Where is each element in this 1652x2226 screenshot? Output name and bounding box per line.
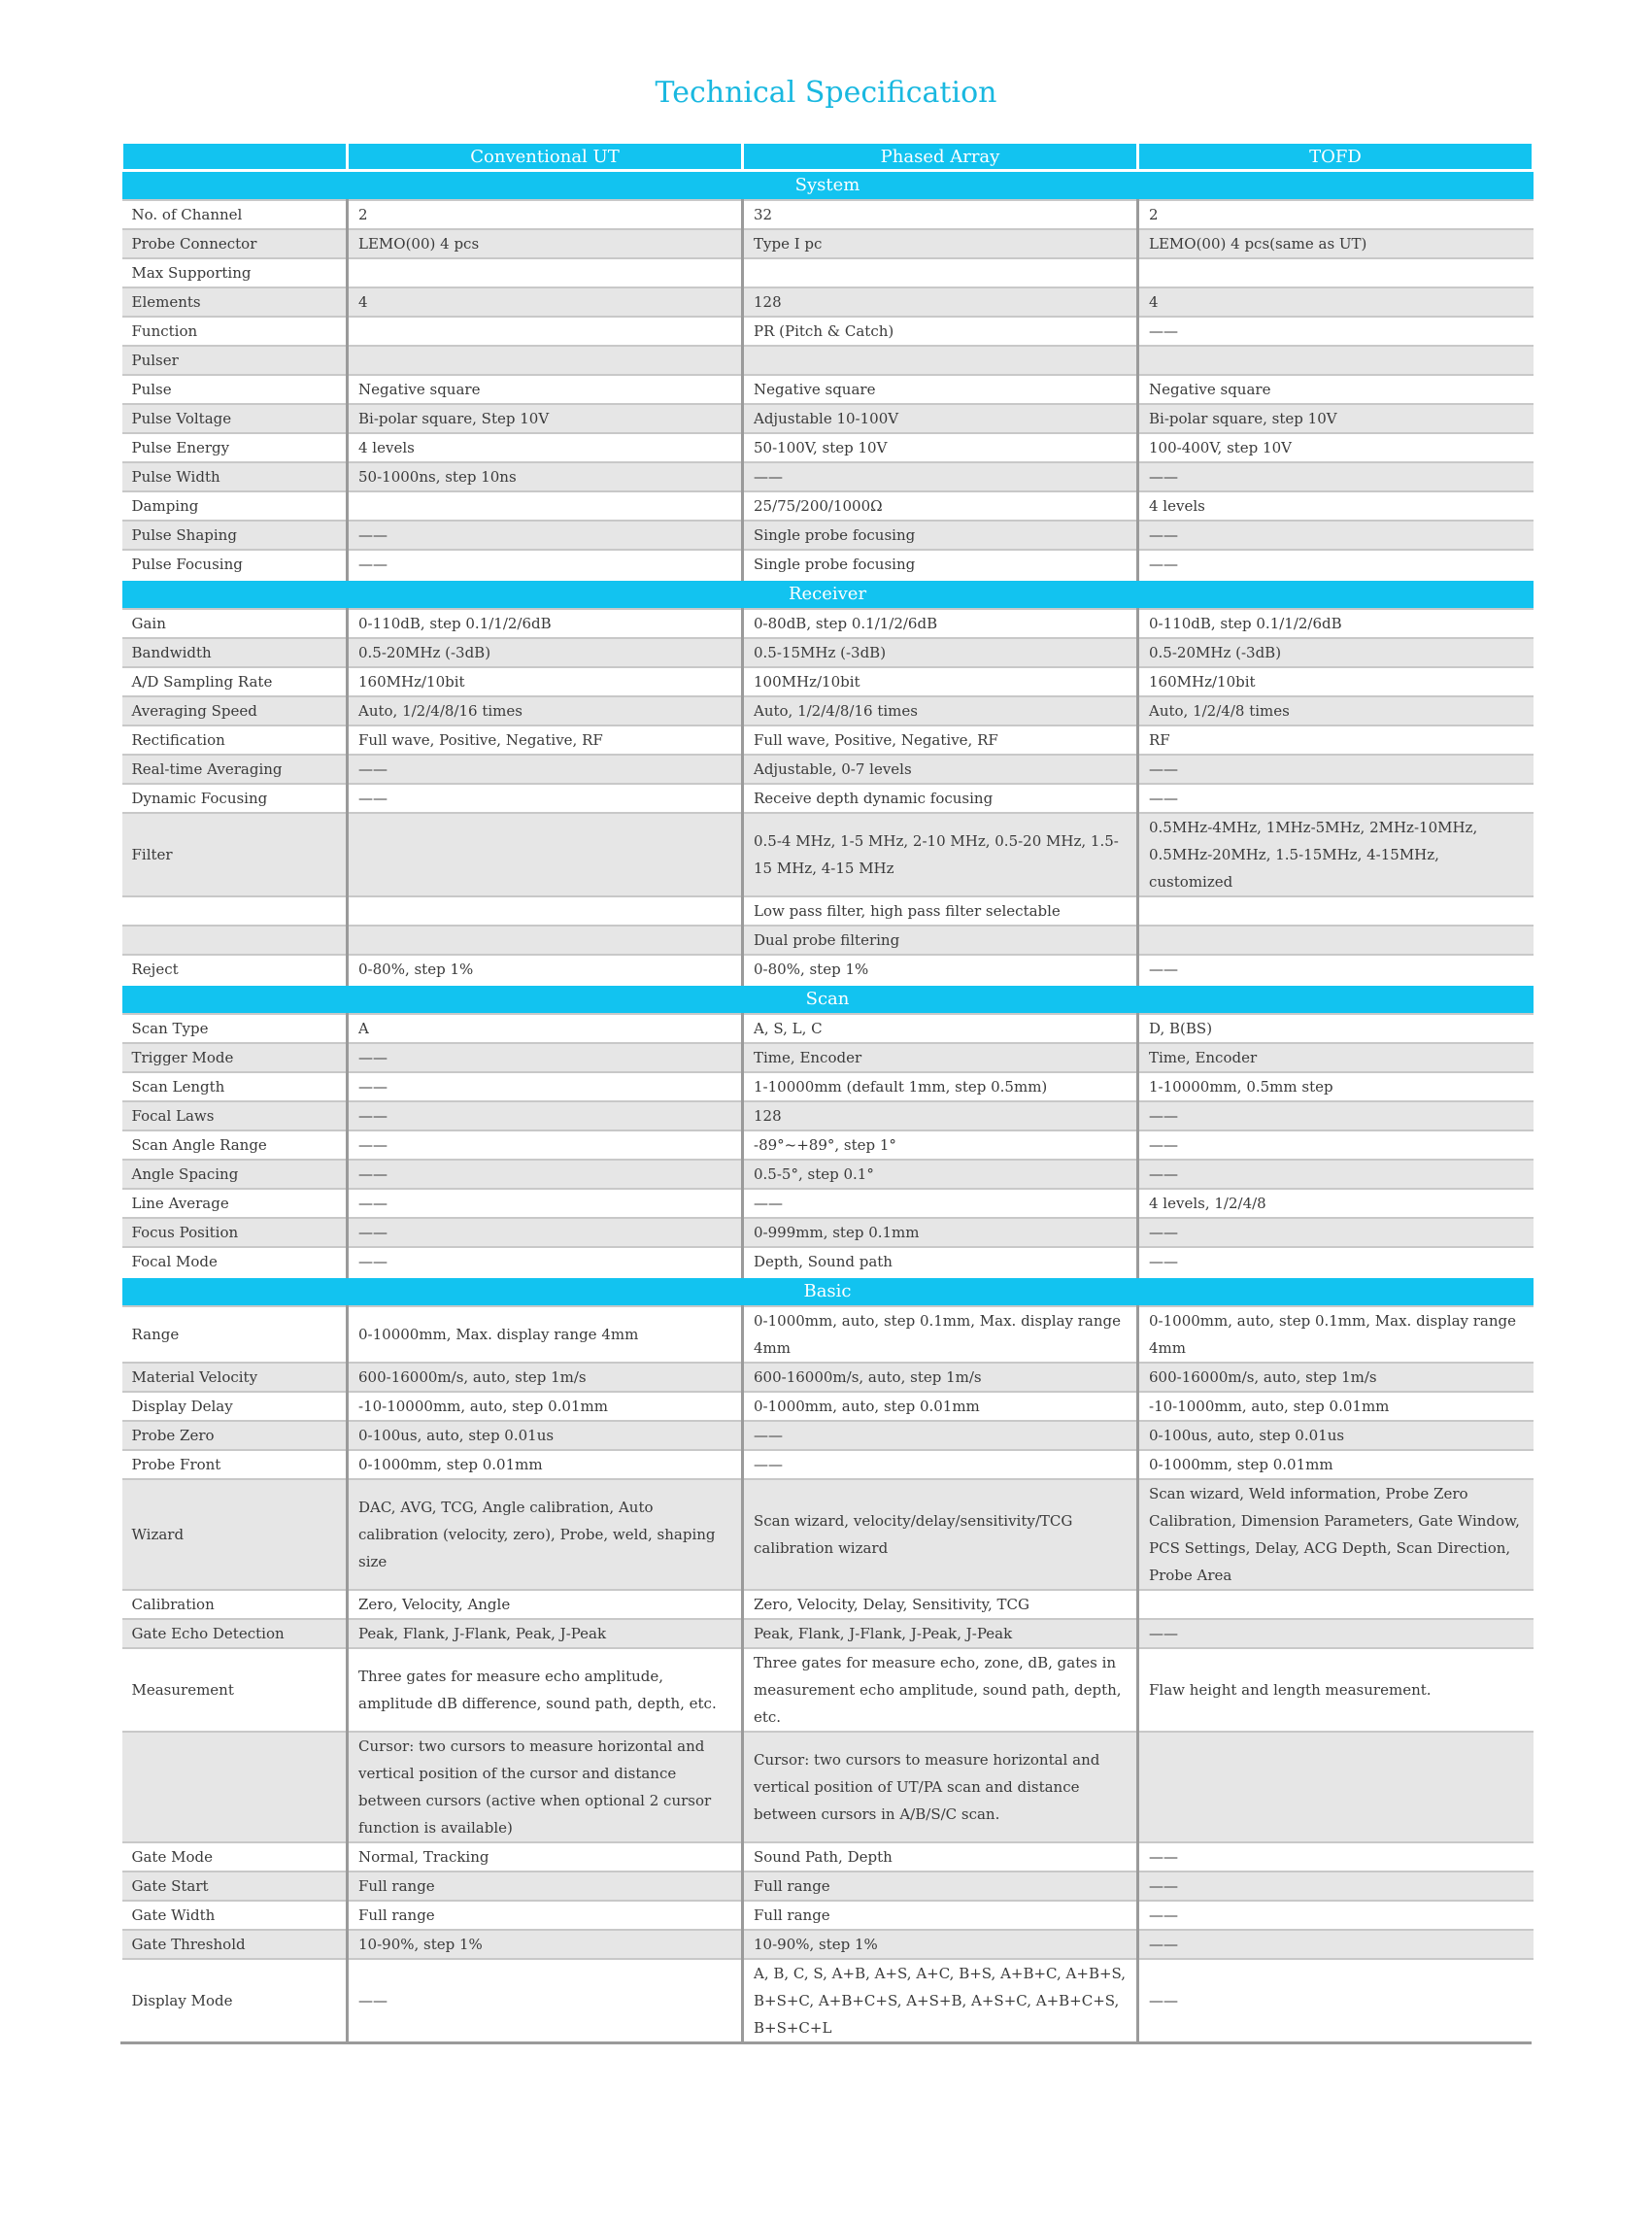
table-row: [122, 1648, 1534, 1732]
conventional-ut-value: 0-1000mm, step 0.01mm: [348, 1450, 743, 1479]
tofd-value: ——: [1138, 1218, 1534, 1247]
table-row: [122, 813, 1534, 896]
phased-array-value: 0.5-15MHz (-3dB): [743, 638, 1138, 667]
table-row: [122, 1392, 1534, 1421]
row-label: Averaging Speed: [122, 696, 348, 725]
phased-array-value: Sound Path, Depth: [743, 1842, 1138, 1872]
tofd-value: [1138, 346, 1534, 375]
conventional-ut-value: 600-16000m/s, auto, step 1m/s: [348, 1363, 743, 1392]
phased-array-value: 600-16000m/s, auto, step 1m/s: [743, 1363, 1138, 1392]
conventional-ut-value: Full wave, Positive, Negative, RF: [348, 725, 743, 755]
section-header-row: [122, 171, 1534, 201]
table-row: [122, 1072, 1534, 1101]
phased-array-value: 128: [743, 1101, 1138, 1130]
conventional-ut-value: [348, 346, 743, 375]
table-row: [122, 638, 1534, 667]
phased-array-value: 128: [743, 287, 1138, 317]
row-label: [122, 1732, 348, 1842]
row-label: Probe Zero: [122, 1421, 348, 1450]
table-row: [122, 521, 1534, 550]
conventional-ut-value: 50-1000ns, step 10ns: [348, 462, 743, 491]
row-label: Probe Connector: [122, 229, 348, 258]
row-label: Display Mode: [122, 1959, 348, 2041]
tofd-value: ——: [1138, 1247, 1534, 1277]
conventional-ut-value: 0-10000mm, Max. display range 4mm: [348, 1306, 743, 1363]
header-conventional-ut: Conventional UT: [348, 144, 743, 171]
tofd-value: ——: [1138, 1101, 1534, 1130]
row-label: Gain: [122, 609, 348, 638]
conventional-ut-value: ——: [348, 1959, 743, 2041]
phased-array-value: Auto, 1/2/4/8/16 times: [743, 696, 1138, 725]
row-label: A/D Sampling Rate: [122, 667, 348, 696]
phased-array-value: Dual probe filtering: [743, 926, 1138, 955]
spec-table: [120, 144, 1532, 2044]
tofd-value: [1138, 896, 1534, 926]
conventional-ut-value: Zero, Velocity, Angle: [348, 1590, 743, 1619]
table-row: [122, 755, 1534, 784]
table-row: [122, 1901, 1534, 1930]
table-row: [122, 725, 1534, 755]
phased-array-value: Low pass filter, high pass filter selectable: [743, 896, 1138, 926]
phased-array-value: Full range: [743, 1872, 1138, 1901]
conventional-ut-value: DAC, AVG, TCG, Angle calibration, Auto calibration (velocity, zero), Probe, weld, shaping size: [348, 1479, 743, 1590]
conventional-ut-value: ——: [348, 784, 743, 813]
phased-array-value: -89°~+89°, step 1°: [743, 1130, 1138, 1160]
row-label: Gate Threshold: [122, 1930, 348, 1959]
phased-array-value: 0-1000mm, auto, step 0.01mm: [743, 1392, 1138, 1421]
conventional-ut-value: Normal, Tracking: [348, 1842, 743, 1872]
table-row: [122, 1842, 1534, 1872]
tofd-value: Time, Encoder: [1138, 1043, 1534, 1072]
tofd-value: 4 levels, 1/2/4/8: [1138, 1189, 1534, 1218]
table-row: [122, 462, 1534, 491]
row-label: Pulse Energy: [122, 433, 348, 462]
conventional-ut-value: ——: [348, 1218, 743, 1247]
tofd-value: [1138, 1590, 1534, 1619]
table-row: [122, 1930, 1534, 1959]
row-label: Filter: [122, 813, 348, 896]
row-label: Focal Laws: [122, 1101, 348, 1130]
section-title: Basic: [122, 1277, 1534, 1307]
conventional-ut-value: 0-110dB, step 0.1/1/2/6dB: [348, 609, 743, 638]
conventional-ut-value: Negative square: [348, 375, 743, 404]
tofd-value: LEMO(00) 4 pcs(same as UT): [1138, 229, 1534, 258]
tofd-value: 2: [1138, 200, 1534, 229]
phased-array-value: PR (Pitch & Catch): [743, 317, 1138, 346]
table-row: [122, 926, 1534, 955]
row-label: Scan Type: [122, 1014, 348, 1043]
row-label: Gate Start: [122, 1872, 348, 1901]
row-label: Pulse Shaping: [122, 521, 348, 550]
table-row: [122, 784, 1534, 813]
table-row: [122, 1189, 1534, 1218]
row-label: Measurement: [122, 1648, 348, 1732]
tofd-value: ——: [1138, 784, 1534, 813]
phased-array-value: ——: [743, 462, 1138, 491]
conventional-ut-value: ——: [348, 1130, 743, 1160]
phased-array-value: Full range: [743, 1901, 1138, 1930]
table-row: [122, 896, 1534, 926]
row-label: Bandwidth: [122, 638, 348, 667]
phased-array-value: 100MHz/10bit: [743, 667, 1138, 696]
row-label: Wizard: [122, 1479, 348, 1590]
row-label: Elements: [122, 287, 348, 317]
table-row: [122, 1101, 1534, 1130]
row-label: Focus Position: [122, 1218, 348, 1247]
conventional-ut-value: [348, 317, 743, 346]
row-label: Line Average: [122, 1189, 348, 1218]
phased-array-value: A, B, C, S, A+B, A+S, A+C, B+S, A+B+C, A+B+S, B+S+C, A+B+C+S, A+S+B, A+S+C, A+B+C+S, B+S+C+L: [743, 1959, 1138, 2041]
tofd-value: ——: [1138, 1930, 1534, 1959]
header-phased-array: Phased Array: [743, 144, 1138, 171]
phased-array-value: 0-1000mm, auto, step 0.1mm, Max. display range 4mm: [743, 1306, 1138, 1363]
phased-array-value: ——: [743, 1421, 1138, 1450]
tofd-value: Negative square: [1138, 375, 1534, 404]
page-title: Technical Specification: [655, 76, 997, 110]
table-row: [122, 1014, 1534, 1043]
table-row: [122, 258, 1534, 287]
row-label: Angle Spacing: [122, 1160, 348, 1189]
phased-array-value: Negative square: [743, 375, 1138, 404]
phased-array-value: Adjustable, 0-7 levels: [743, 755, 1138, 784]
phased-array-value: Type I pc: [743, 229, 1138, 258]
phased-array-value: Zero, Velocity, Delay, Sensitivity, TCG: [743, 1590, 1138, 1619]
tofd-value: ——: [1138, 1130, 1534, 1160]
table-row: [122, 1732, 1534, 1842]
table-body: [122, 171, 1534, 2042]
conventional-ut-value: ——: [348, 1189, 743, 1218]
table-row: [122, 1450, 1534, 1479]
conventional-ut-value: 0-100us, auto, step 0.01us: [348, 1421, 743, 1450]
row-label: Trigger Mode: [122, 1043, 348, 1072]
phased-array-value: 0-80%, step 1%: [743, 955, 1138, 985]
tofd-value: ——: [1138, 955, 1534, 985]
conventional-ut-value: 4: [348, 287, 743, 317]
conventional-ut-value: Auto, 1/2/4/8/16 times: [348, 696, 743, 725]
table-row: [122, 1043, 1534, 1072]
table-row: [122, 200, 1534, 229]
table-row: [122, 404, 1534, 433]
table-row: [122, 1218, 1534, 1247]
row-label: Dynamic Focusing: [122, 784, 348, 813]
tofd-value: 4 levels: [1138, 491, 1534, 521]
tofd-value: Bi-polar square, step 10V: [1138, 404, 1534, 433]
row-label: Probe Front: [122, 1450, 348, 1479]
phased-array-value: Single probe focusing: [743, 550, 1138, 580]
tofd-value: Scan wizard, Weld information, Probe Zero Calibration, Dimension Parameters, Gate Window, PCS Settings, Delay, ACG Depth, Scan Direction, Probe Area: [1138, 1479, 1534, 1590]
table-row: [122, 1247, 1534, 1277]
conventional-ut-value: 4 levels: [348, 433, 743, 462]
table-row: [122, 667, 1534, 696]
table-row: [122, 375, 1534, 404]
conventional-ut-value: 160MHz/10bit: [348, 667, 743, 696]
conventional-ut-value: LEMO(00) 4 pcs: [348, 229, 743, 258]
row-label: Calibration: [122, 1590, 348, 1619]
phased-array-value: 1-10000mm (default 1mm, step 0.5mm): [743, 1072, 1138, 1101]
phased-array-value: Receive depth dynamic focusing: [743, 784, 1138, 813]
phased-array-value: Full wave, Positive, Negative, RF: [743, 725, 1138, 755]
tofd-value: 0-110dB, step 0.1/1/2/6dB: [1138, 609, 1534, 638]
conventional-ut-value: -10-10000mm, auto, step 0.01mm: [348, 1392, 743, 1421]
phased-array-value: Cursor: two cursors to measure horizontal and vertical position of UT/PA scan and distance between cursors in A/B/S/C scan.: [743, 1732, 1138, 1842]
phased-array-value: 0.5-5°, step 0.1°: [743, 1160, 1138, 1189]
tofd-value: [1138, 926, 1534, 955]
table-row: [122, 229, 1534, 258]
section-header-row: [122, 1277, 1534, 1307]
table-row: [122, 1619, 1534, 1648]
table-row: [122, 346, 1534, 375]
row-label: Function: [122, 317, 348, 346]
tofd-value: 0.5-20MHz (-3dB): [1138, 638, 1534, 667]
conventional-ut-value: A: [348, 1014, 743, 1043]
phased-array-value: A, S, L, C: [743, 1014, 1138, 1043]
row-label: Scan Length: [122, 1072, 348, 1101]
conventional-ut-value: [348, 258, 743, 287]
phased-array-value: [743, 258, 1138, 287]
phased-array-value: Three gates for measure echo, zone, dB, gates in measurement echo amplitude, sound path, depth, etc.: [743, 1648, 1138, 1732]
tofd-value: ——: [1138, 755, 1534, 784]
table-row: [122, 1363, 1534, 1392]
tofd-value: 160MHz/10bit: [1138, 667, 1534, 696]
row-label: Gate Mode: [122, 1842, 348, 1872]
conventional-ut-value: Full range: [348, 1872, 743, 1901]
section-title: Receiver: [122, 580, 1534, 610]
row-label: Pulser: [122, 346, 348, 375]
phased-array-value: Adjustable 10-100V: [743, 404, 1138, 433]
tofd-value: 0-100us, auto, step 0.01us: [1138, 1421, 1534, 1450]
header-tofd: TOFD: [1138, 144, 1534, 171]
phased-array-value: 0.5-4 MHz, 1-5 MHz, 2-10 MHz, 0.5-20 MHz, 1.5-15 MHz, 4-15 MHz: [743, 813, 1138, 896]
row-label: Range: [122, 1306, 348, 1363]
conventional-ut-value: [348, 491, 743, 521]
row-label: Gate Width: [122, 1901, 348, 1930]
conventional-ut-value: Full range: [348, 1901, 743, 1930]
row-label: Gate Echo Detection: [122, 1619, 348, 1648]
tofd-value: ——: [1138, 1872, 1534, 1901]
phased-array-value: Single probe focusing: [743, 521, 1138, 550]
row-label: Display Delay: [122, 1392, 348, 1421]
tofd-value: 0-1000mm, auto, step 0.1mm, Max. display range 4mm: [1138, 1306, 1534, 1363]
row-label: No. of Channel: [122, 200, 348, 229]
conventional-ut-value: ——: [348, 1247, 743, 1277]
tofd-value: [1138, 258, 1534, 287]
section-title: System: [122, 171, 1534, 201]
tofd-value: 0.5MHz-4MHz, 1MHz-5MHz, 2MHz-10MHz, 0.5MHz-20MHz, 1.5-15MHz, 4-15MHz, customized: [1138, 813, 1534, 896]
phased-array-value: 50-100V, step 10V: [743, 433, 1138, 462]
conventional-ut-value: ——: [348, 550, 743, 580]
table-row: [122, 1306, 1534, 1363]
conventional-ut-value: ——: [348, 755, 743, 784]
tofd-value: ——: [1138, 1160, 1534, 1189]
table-row: [122, 955, 1534, 985]
conventional-ut-value: ——: [348, 1072, 743, 1101]
phased-array-value: 0-999mm, step 0.1mm: [743, 1218, 1138, 1247]
tofd-value: Auto, 1/2/4/8 times: [1138, 696, 1534, 725]
phased-array-value: 25/75/200/1000Ω: [743, 491, 1138, 521]
table-row: [122, 1421, 1534, 1450]
phased-array-value: ——: [743, 1189, 1138, 1218]
row-label: Pulse Focusing: [122, 550, 348, 580]
row-label: Focal Mode: [122, 1247, 348, 1277]
table-row: [122, 317, 1534, 346]
phased-array-value: Peak, Flank, J-Flank, J-Peak, J-Peak: [743, 1619, 1138, 1648]
phased-array-value: 0-80dB, step 0.1/1/2/6dB: [743, 609, 1138, 638]
row-label: Max Supporting: [122, 258, 348, 287]
conventional-ut-value: Three gates for measure echo amplitude, amplitude dB difference, sound path, depth, etc.: [348, 1648, 743, 1732]
section-title: Scan: [122, 985, 1534, 1015]
conventional-ut-value: 0-80%, step 1%: [348, 955, 743, 985]
phased-array-value: [743, 346, 1138, 375]
row-label: Material Velocity: [122, 1363, 348, 1392]
tofd-value: ——: [1138, 317, 1534, 346]
table-row: [122, 1130, 1534, 1160]
conventional-ut-value: 10-90%, step 1%: [348, 1930, 743, 1959]
row-label: Scan Angle Range: [122, 1130, 348, 1160]
table-row: [122, 550, 1534, 580]
table-row: [122, 433, 1534, 462]
tofd-value: 0-1000mm, step 0.01mm: [1138, 1450, 1534, 1479]
row-label: Pulse Voltage: [122, 404, 348, 433]
phased-array-value: ——: [743, 1450, 1138, 1479]
row-label: Damping: [122, 491, 348, 521]
phased-array-value: 10-90%, step 1%: [743, 1930, 1138, 1959]
conventional-ut-value: 2: [348, 200, 743, 229]
phased-array-value: Scan wizard, velocity/delay/sensitivity/TCG calibration wizard: [743, 1479, 1138, 1590]
tofd-value: ——: [1138, 1842, 1534, 1872]
tofd-value: D, B(BS): [1138, 1014, 1534, 1043]
row-label: [122, 926, 348, 955]
row-label: Real-time Averaging: [122, 755, 348, 784]
conventional-ut-value: Cursor: two cursors to measure horizontal and vertical position of the cursor and distance between cursors (active when optional 2 cursor function is available): [348, 1732, 743, 1842]
table-row: [122, 1959, 1534, 2041]
tofd-value: 4: [1138, 287, 1534, 317]
tofd-value: ——: [1138, 1619, 1534, 1648]
tofd-value: ——: [1138, 521, 1534, 550]
table-row: [122, 696, 1534, 725]
phased-array-value: 32: [743, 200, 1138, 229]
table-row: [122, 1590, 1534, 1619]
tofd-value: ——: [1138, 1901, 1534, 1930]
conventional-ut-value: ——: [348, 521, 743, 550]
section-header-row: [122, 985, 1534, 1015]
conventional-ut-value: [348, 813, 743, 896]
header-blank: [122, 144, 348, 171]
conventional-ut-value: [348, 896, 743, 926]
table-row: [122, 1872, 1534, 1901]
conventional-ut-value: ——: [348, 1101, 743, 1130]
tofd-value: ——: [1138, 462, 1534, 491]
conventional-ut-value: Bi-polar square, Step 10V: [348, 404, 743, 433]
row-label: [122, 896, 348, 926]
tofd-value: -10-1000mm, auto, step 0.01mm: [1138, 1392, 1534, 1421]
row-label: Rectification: [122, 725, 348, 755]
row-label: Pulse: [122, 375, 348, 404]
table-header-row: [122, 144, 1534, 171]
tofd-value: RF: [1138, 725, 1534, 755]
table-row: [122, 1160, 1534, 1189]
conventional-ut-value: 0.5-20MHz (-3dB): [348, 638, 743, 667]
tofd-value: Flaw height and length measurement.: [1138, 1648, 1534, 1732]
section-header-row: [122, 580, 1534, 610]
table-row: [122, 287, 1534, 317]
tofd-value: 100-400V, step 10V: [1138, 433, 1534, 462]
phased-array-value: Time, Encoder: [743, 1043, 1138, 1072]
conventional-ut-value: [348, 926, 743, 955]
conventional-ut-value: ——: [348, 1043, 743, 1072]
tofd-value: 1-10000mm, 0.5mm step: [1138, 1072, 1534, 1101]
conventional-ut-value: ——: [348, 1160, 743, 1189]
row-label: Reject: [122, 955, 348, 985]
tofd-value: [1138, 1732, 1534, 1842]
table-row: [122, 609, 1534, 638]
conventional-ut-value: Peak, Flank, J-Flank, Peak, J-Peak: [348, 1619, 743, 1648]
row-label: Pulse Width: [122, 462, 348, 491]
table-row: [122, 1479, 1534, 1590]
tofd-value: 600-16000m/s, auto, step 1m/s: [1138, 1363, 1534, 1392]
phased-array-value: Depth, Sound path: [743, 1247, 1138, 1277]
tofd-value: ——: [1138, 550, 1534, 580]
tofd-value: ——: [1138, 1959, 1534, 2041]
table-row: [122, 491, 1534, 521]
